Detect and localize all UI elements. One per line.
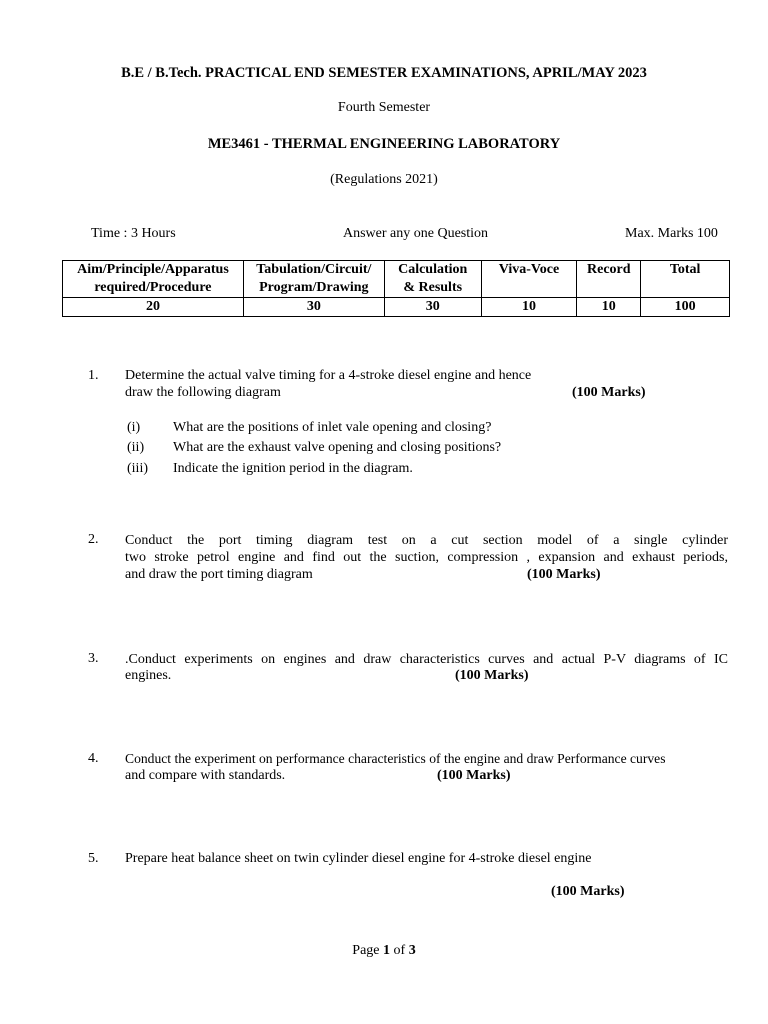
question-text: .Conduct experiments on engines and draw characteristics curves and actual P-V diagrams of IC (125, 652, 728, 667)
table-cell: 30 (384, 298, 481, 317)
table-header-cell: Tabulation/Circuit/ Program/Drawing (243, 261, 384, 298)
table-header-cell: Total (641, 261, 730, 298)
table-cell: 100 (641, 298, 730, 317)
page-label: Page (352, 943, 380, 958)
question-marks: (100 Marks) (572, 385, 646, 400)
table-cell: 10 (481, 298, 577, 317)
question-marks: (100 Marks) (437, 768, 511, 783)
question-number: 1. (88, 368, 99, 383)
question-number: 4. (88, 751, 99, 766)
sub-item-text: Indicate the ignition period in the diagram. (173, 461, 413, 476)
sub-item-number: (iii) (127, 461, 148, 476)
page-indicator (0, 943, 768, 959)
marks-distribution-table (62, 260, 730, 317)
question-text: Prepare heat balance sheet on twin cylinder diesel engine for 4-stroke diesel engine (125, 851, 592, 866)
max-marks: Max. Marks 100 (625, 226, 718, 241)
question-number: 3. (88, 651, 99, 666)
table-row (63, 298, 730, 317)
semester-label: Fourth Semester (337, 100, 431, 115)
regulations-label: (Regulations 2021) (330, 172, 438, 187)
page-number: 1 (383, 943, 391, 958)
question-text: Conduct the port timing diagram test on a cut section model of a single cylinder (125, 533, 728, 548)
exam-duration: Time : 3 Hours (91, 226, 176, 241)
of-label: of (393, 943, 406, 958)
table-cell: 10 (577, 298, 641, 317)
table-header-cell: Viva-Voce (481, 261, 577, 298)
question-marks: (100 Marks) (551, 884, 625, 899)
question-text: draw the following diagram (125, 385, 281, 400)
sub-item-text: What are the positions of inlet vale opening and closing? (173, 420, 492, 435)
question-text: and compare with standards. (125, 768, 286, 783)
question-marks: (100 Marks) (455, 668, 529, 683)
total-pages: 3 (408, 943, 416, 958)
exam-title: B.E / B.Tech. PRACTICAL END SEMESTER EXAMINATIONS, APRIL/MAY 2023 (121, 65, 647, 81)
table-header-cell: Aim/Principle/Apparatus required/Procedure (63, 261, 244, 298)
question-text: two stroke petrol engine and find out the suction, compression , expansion and exhaust periods, (125, 550, 728, 565)
question-text: Determine the actual valve timing for a 4-stroke diesel engine and hence (125, 368, 532, 383)
question-text: Conduct the experiment on performance characteristics of the engine and draw Performance curves (125, 751, 666, 766)
course-title: ME3461 - THERMAL ENGINEERING LABORATORY (207, 136, 561, 152)
question-text: engines. (125, 668, 172, 683)
question-number: 2. (88, 532, 99, 547)
question-number: 5. (88, 851, 99, 866)
table-header-cell: Record (577, 261, 641, 298)
sub-item-number: (i) (127, 420, 141, 435)
question-marks: (100 Marks) (527, 567, 601, 582)
table-cell: 20 (63, 298, 244, 317)
table-header-cell: Calculation & Results (384, 261, 481, 298)
table-header-row (63, 261, 730, 298)
table-cell: 30 (243, 298, 384, 317)
question-text: and draw the port timing diagram (125, 567, 313, 582)
sub-item-text: What are the exhaust valve opening and closing positions? (173, 440, 502, 455)
exam-instruction: Answer any one Question (343, 226, 489, 241)
sub-item-number: (ii) (127, 440, 145, 455)
